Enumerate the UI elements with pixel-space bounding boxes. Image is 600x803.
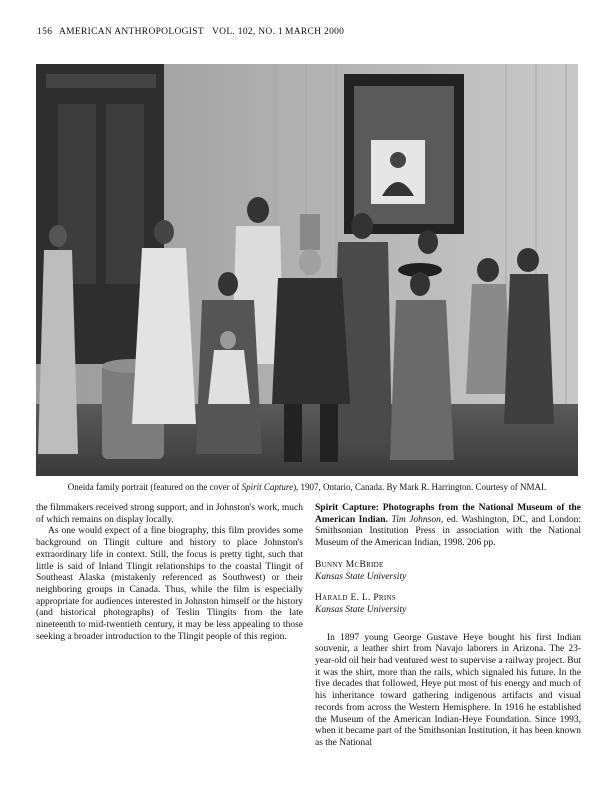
reviewer-affiliation: Kansas State University (315, 571, 407, 582)
paragraph: As one would expect of a fine biography, this film provides some background on Tlingit culture and history to place Johnston's extraordinary life in context. Still, the focus is pretty tight, such that little is said of Inland Tlingit relationships to the coastal Tlingit of Southeast Alaska (mistakenly referenced as Southwest) or their neighboring groups in Canada. Thus, while the film is especially appropriate for audiences interested in Johnston himself or the history (and historical photographs) of Teslin Tlingits from the late nineteenth to mid-twentieth century, it may be less appealing to those seeking a broader introduction to the Tlingit people of this region. (36, 526, 303, 642)
volume-issue: VOL. 102, NO. 1 (212, 27, 283, 37)
left-column (36, 503, 303, 643)
reviewer-name: Harald E. L. Prins (315, 593, 397, 604)
journal-title: AMERICAN ANTHROPOLOGIST (59, 27, 204, 37)
caption-title: Spirit Capture (241, 482, 294, 492)
figure-caption (36, 482, 578, 494)
family-portrait-photo (36, 64, 578, 476)
page-number: 156 (37, 27, 53, 37)
issue-date: MARCH 2000 (285, 27, 345, 37)
book-editor: Tim Johnson, (391, 514, 444, 525)
publication-info: ed. Washington, DC, and London: Smithsonian Institution Press in association with the National Museum of the American Indian, 1998. 206 pp. (315, 514, 581, 549)
review-citation (315, 503, 581, 550)
running-header (37, 27, 557, 41)
book-title: Spirit Capture: Photographs from the National Museum of the American Indian. (315, 503, 581, 525)
paragraph-continued: the filmmakers received strong support, and in Johnston's work, much of which remains on display locally. (36, 503, 303, 525)
review-body: In 1897 young George Gustave Heye bought his first Indian souvenir, a leather shirt from Navajo laborers in Arizona. The 23-year-old oil heir had ventured west to supervise a railway project. But it was the shirt, more than the rails, which signaled his future. In the five decades that followed, Heye put most of his energy and much of his inheritance toward gathering indigenous artifacts and visual records from across the Western Hemisphere. In 1916 he established the Museum of the American Indian-Heye Foundation. Since 1993, when it became part of the Smithsonian Institution, it has been known as the National (315, 632, 581, 748)
review-entry (315, 503, 581, 750)
reviewer-name: Bunny McBride (315, 559, 384, 570)
caption-text: Oneida family portrait (featured on the cover of (67, 482, 242, 492)
caption-credit: ), 1907, Ontario, Canada. By Mark R. Harrington. Courtesy of NMAI. (293, 482, 547, 492)
photo-illustration (36, 64, 578, 476)
reviewer-affiliation: Kansas State University (315, 604, 407, 615)
